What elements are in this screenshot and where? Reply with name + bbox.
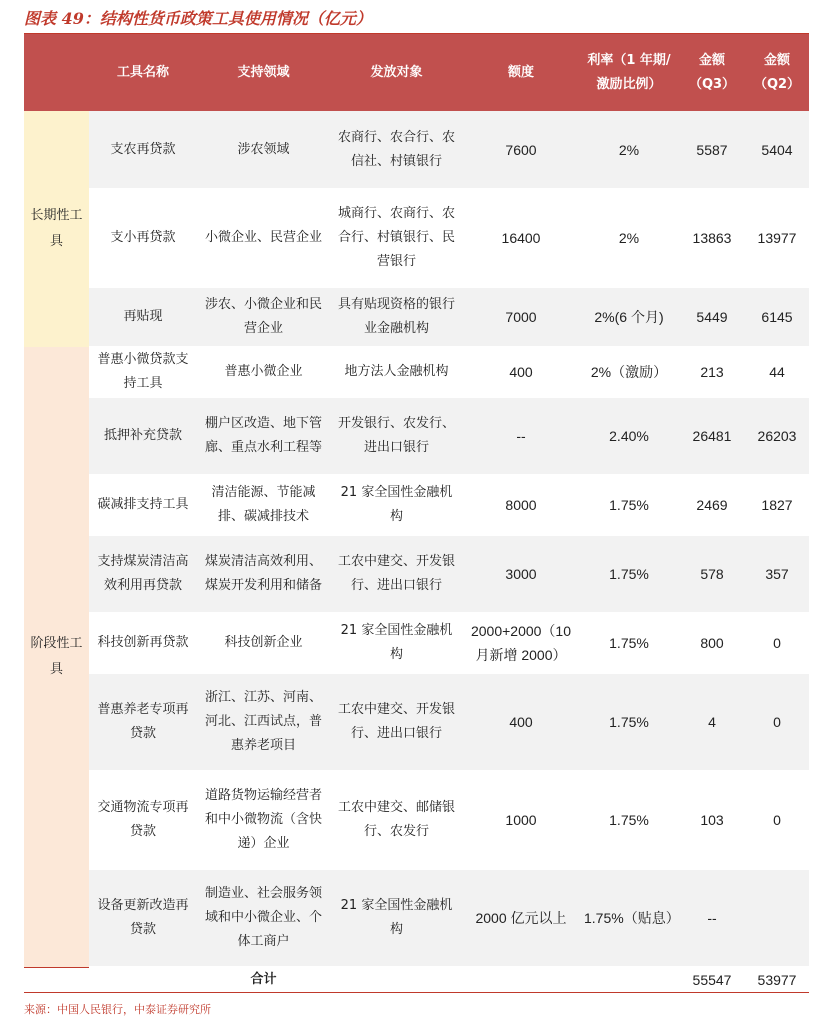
- header-tool-name: 工具名称: [89, 35, 197, 112]
- amount-q2: 1827: [745, 475, 809, 535]
- target-institutions: 21 家全国性金融机构: [330, 869, 463, 967]
- total-spacer: [89, 967, 197, 993]
- total-spacer: [579, 967, 679, 993]
- support-field: 普惠小微企业: [197, 347, 330, 397]
- amount-q2: 0: [745, 771, 809, 869]
- support-field: 煤炭清洁高效利用、煤炭开发利用和储备: [197, 535, 330, 613]
- table-row: [24, 287, 809, 347]
- tool-name: 碳减排支持工具: [89, 475, 197, 535]
- header-target: 发放对象: [330, 35, 463, 112]
- header-quota: 额度: [463, 35, 579, 112]
- support-field: 清洁能源、节能减排、碳减排技术: [197, 475, 330, 535]
- category-long-term: 长期性工具: [24, 111, 89, 347]
- header-support-field: 支持领域: [197, 35, 330, 112]
- quota: 16400: [463, 189, 579, 287]
- rate: 2%: [579, 189, 679, 287]
- table-header-row: [24, 35, 809, 112]
- table-row: [24, 189, 809, 287]
- total-label: 合计: [197, 967, 330, 993]
- support-field: 浙江、江苏、河南、河北、江西试点，普惠养老项目: [197, 673, 330, 771]
- policy-tools-table: [24, 34, 809, 993]
- amount-q3: 13863: [679, 189, 745, 287]
- amount-q3: 213: [679, 347, 745, 397]
- rate: 2%: [579, 111, 679, 189]
- target-institutions: 工农中建交、开发银行、进出口银行: [330, 673, 463, 771]
- tool-name: 支农再贷款: [89, 111, 197, 189]
- amount-q2: 0: [745, 613, 809, 673]
- support-field: 小微企业、民营企业: [197, 189, 330, 287]
- amount-q2: 0: [745, 673, 809, 771]
- amount-q3: 578: [679, 535, 745, 613]
- quota: --: [463, 397, 579, 475]
- tool-name: 支小再贷款: [89, 189, 197, 287]
- tool-name: 交通物流专项再贷款: [89, 771, 197, 869]
- quota: 1000: [463, 771, 579, 869]
- amount-q3: 800: [679, 613, 745, 673]
- tool-name: 抵押补充贷款: [89, 397, 197, 475]
- total-row: [24, 967, 809, 993]
- amount-q3: 4: [679, 673, 745, 771]
- support-field: 科技创新企业: [197, 613, 330, 673]
- table-row: [24, 673, 809, 771]
- target-institutions: 城商行、农商行、农合行、村镇银行、民营银行: [330, 189, 463, 287]
- rate: 1.75%: [579, 475, 679, 535]
- tool-name: 支持煤炭清洁高效利用再贷款: [89, 535, 197, 613]
- quota: 7600: [463, 111, 579, 189]
- amount-q2: 44: [745, 347, 809, 397]
- amount-q2: [745, 869, 809, 967]
- amount-q3: 26481: [679, 397, 745, 475]
- total-q2: 53977: [745, 967, 809, 993]
- header-rate: 利率（1 年期/激励比例）: [579, 35, 679, 112]
- quota: 2000 亿元以上: [463, 869, 579, 967]
- rate: 1.75%: [579, 771, 679, 869]
- table-row: [24, 535, 809, 613]
- rate: 1.75%（贴息）: [579, 869, 679, 967]
- amount-q3: 2469: [679, 475, 745, 535]
- support-field: 制造业、社会服务领域和中小微企业、个体工商户: [197, 869, 330, 967]
- quota: 3000: [463, 535, 579, 613]
- table-row: [24, 613, 809, 673]
- rate: 2%（激励）: [579, 347, 679, 397]
- amount-q3: 103: [679, 771, 745, 869]
- target-institutions: 农商行、农合行、农信社、村镇银行: [330, 111, 463, 189]
- category-stage: 阶段性工具: [24, 347, 89, 967]
- amount-q2: 5404: [745, 111, 809, 189]
- total-spacer: [24, 967, 89, 993]
- tool-name: 科技创新再贷款: [89, 613, 197, 673]
- quota: 8000: [463, 475, 579, 535]
- table-row: [24, 869, 809, 967]
- rate: 2.40%: [579, 397, 679, 475]
- rate: 1.75%: [579, 673, 679, 771]
- support-field: 涉农领域: [197, 111, 330, 189]
- amount-q3: 5449: [679, 287, 745, 347]
- quota: 7000: [463, 287, 579, 347]
- target-institutions: 21 家全国性金融机构: [330, 475, 463, 535]
- tool-name: 普惠养老专项再贷款: [89, 673, 197, 771]
- total-q3: 55547: [679, 967, 745, 993]
- quota: 2000+2000（10 月新增 2000）: [463, 613, 579, 673]
- table-row: [24, 347, 809, 397]
- total-spacer: [330, 967, 463, 993]
- tool-name: 普惠小微贷款支持工具: [89, 347, 197, 397]
- amount-q2: 6145: [745, 287, 809, 347]
- support-field: 棚户区改造、地下管廊、重点水利工程等: [197, 397, 330, 475]
- target-institutions: 具有贴现资格的银行业金融机构: [330, 287, 463, 347]
- table-row: [24, 111, 809, 189]
- rate: 2%(6 个月): [579, 287, 679, 347]
- target-institutions: 地方法人金融机构: [330, 347, 463, 397]
- amount-q3: 5587: [679, 111, 745, 189]
- table-row: [24, 397, 809, 475]
- rate: 1.75%: [579, 613, 679, 673]
- target-institutions: 开发银行、农发行、进出口银行: [330, 397, 463, 475]
- amount-q3: --: [679, 869, 745, 967]
- amount-q2: 357: [745, 535, 809, 613]
- total-spacer: [463, 967, 579, 993]
- target-institutions: 21 家全国性金融机构: [330, 613, 463, 673]
- page-title: 图表 49：结构性货币政策工具使用情况（亿元）: [24, 9, 372, 28]
- tool-name: 再贴现: [89, 287, 197, 347]
- quota: 400: [463, 347, 579, 397]
- tool-name: 设备更新改造再贷款: [89, 869, 197, 967]
- source-note: 来源：中国人民银行，中泰证券研究所: [24, 1003, 211, 1016]
- header-category: [24, 35, 89, 112]
- table-row: [24, 771, 809, 869]
- rate: 1.75%: [579, 535, 679, 613]
- table-row: [24, 475, 809, 535]
- amount-q2: 13977: [745, 189, 809, 287]
- support-field: 道路货物运输经营者和中小微物流（含快递）企业: [197, 771, 330, 869]
- header-amount-q2: 金额（Q2）: [745, 35, 809, 112]
- amount-q2: 26203: [745, 397, 809, 475]
- target-institutions: 工农中建交、邮储银行、农发行: [330, 771, 463, 869]
- target-institutions: 工农中建交、开发银行、进出口银行: [330, 535, 463, 613]
- header-amount-q3: 金额（Q3）: [679, 35, 745, 112]
- support-field: 涉农、小微企业和民营企业: [197, 287, 330, 347]
- quota: 400: [463, 673, 579, 771]
